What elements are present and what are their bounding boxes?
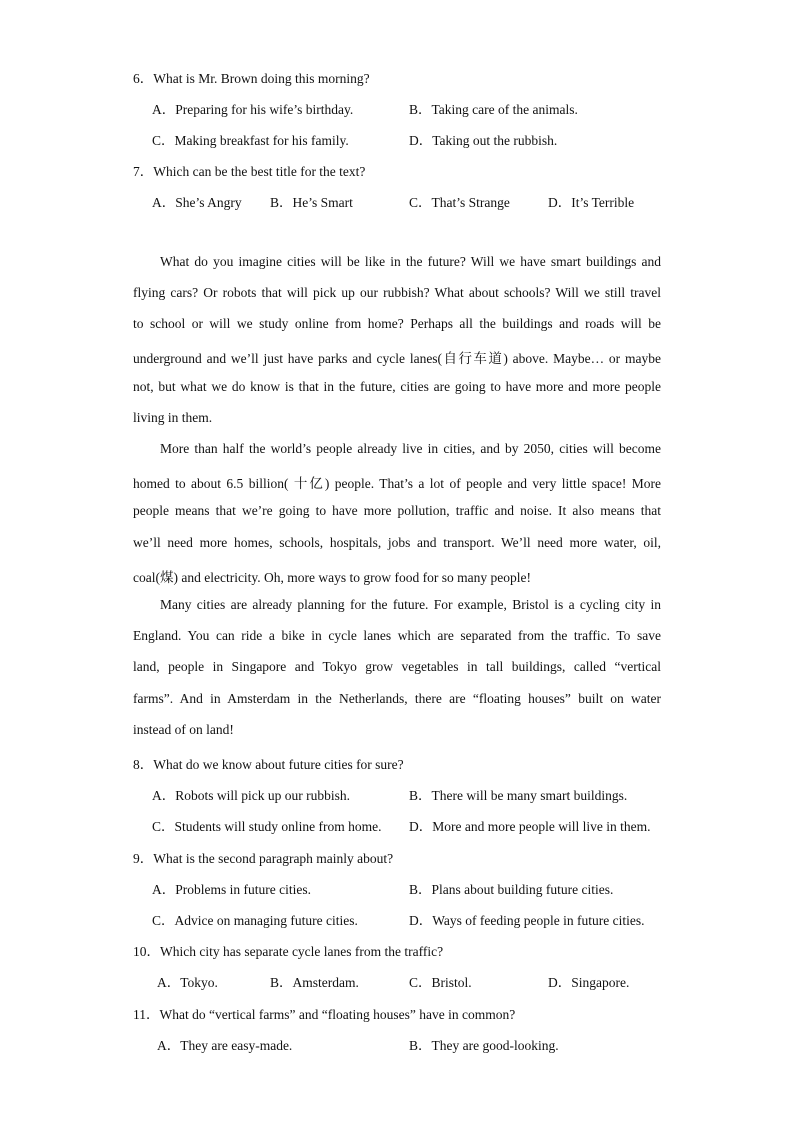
passage-line: farms”. And in Amsterdam in the Netherlands, there are “floating houses” built on water <box>133 691 661 706</box>
passage-line: to school or will we study online from home? Perhaps all the buildings and roads will be <box>133 316 661 331</box>
passage-line: England. You can ride a bike in cycle lanes which are separated from the traffic. To save <box>133 628 661 643</box>
question-9-option-d: D．Ways of feeding people in future cities. <box>409 913 645 928</box>
question-7-stem: 7．Which can be the best title for the text? <box>133 164 366 179</box>
passage-line: land, people in Singapore and Tokyo grow vegetables in tall buildings, called “vertical <box>133 659 661 674</box>
passage-line: instead of on land! <box>133 722 234 737</box>
question-11-stem: 11．What do “vertical farms” and “floating houses” have in common? <box>133 1007 516 1022</box>
question-6-option-c: C．Making breakfast for his family. <box>152 133 349 148</box>
passage-line: flying cars? Or robots that will pick up our rubbish? What about schools? Will we still travel <box>133 285 661 300</box>
question-10-option-c: C．Bristol. <box>409 975 472 990</box>
question-10-option-a: A．Tokyo. <box>157 975 218 990</box>
passage-line: underground and we’ll just have parks and cycle lanes(自行车道) above. Maybe… or maybe <box>133 351 661 366</box>
question-6-option-b: B．Taking care of the animals. <box>409 102 578 117</box>
question-6-option-a: A．Preparing for his wife’s birthday. <box>152 102 354 117</box>
question-11-option-b: B．They are good-looking. <box>409 1038 559 1053</box>
passage-line: we’ll need more homes, schools, hospitals, jobs and transport. We’ll need more water, oil, <box>133 535 661 550</box>
question-10-option-b: B．Amsterdam. <box>270 975 359 990</box>
question-9-stem: 9．What is the second paragraph mainly about? <box>133 851 394 866</box>
question-9-option-b: B．Plans about building future cities. <box>409 882 614 897</box>
question-6-option-d: D．Taking out the rubbish. <box>409 133 558 148</box>
passage-line: homed to about 6.5 billion( 十亿) people. That’s a lot of people and very little space! More <box>133 476 661 491</box>
question-8-option-b: B．There will be many smart buildings. <box>409 788 628 803</box>
question-8-option-c: C．Students will study online from home. <box>152 819 382 834</box>
passage-line: What do you imagine cities will be like in the future? Will we have smart buildings and <box>160 254 661 269</box>
passage-line: living in them. <box>133 410 213 425</box>
question-7-option-b: B．He’s Smart <box>270 195 353 210</box>
question-10-option-d: D．Singapore. <box>548 975 630 990</box>
passage-line: More than half the world’s people already live in cities, and by 2050, cities will become <box>160 441 661 456</box>
question-7-option-d: D．It’s Terrible <box>548 195 635 210</box>
question-6-stem: 6．What is Mr. Brown doing this morning? <box>133 71 370 86</box>
passage-line: Many cities are already planning for the future. For example, Bristol is a cycling city in <box>160 597 661 612</box>
passage-line: not, but what we do know is that in the future, cities are going to have more and more people <box>133 379 661 394</box>
question-7-option-c: C．That’s Strange <box>409 195 510 210</box>
question-11-option-a: A．They are easy-made. <box>157 1038 293 1053</box>
question-10-stem: 10．Which city has separate cycle lanes from the traffic? <box>133 944 444 959</box>
question-8-stem: 8．What do we know about future cities for sure? <box>133 757 404 772</box>
passage-line: people means that we’re going to have more pollution, traffic and noise. It also means that <box>133 503 661 518</box>
question-7-option-a: A．She’s Angry <box>152 195 242 210</box>
question-8-option-a: A．Robots will pick up our rubbish. <box>152 788 350 803</box>
question-8-option-d: D．More and more people will live in them. <box>409 819 651 834</box>
question-9-option-c: C．Advice on managing future cities. <box>152 913 358 928</box>
passage-line: coal(煤) and electricity. Oh, more ways to grow food for so many people! <box>133 570 531 585</box>
question-9-option-a: A．Problems in future cities. <box>152 882 311 897</box>
